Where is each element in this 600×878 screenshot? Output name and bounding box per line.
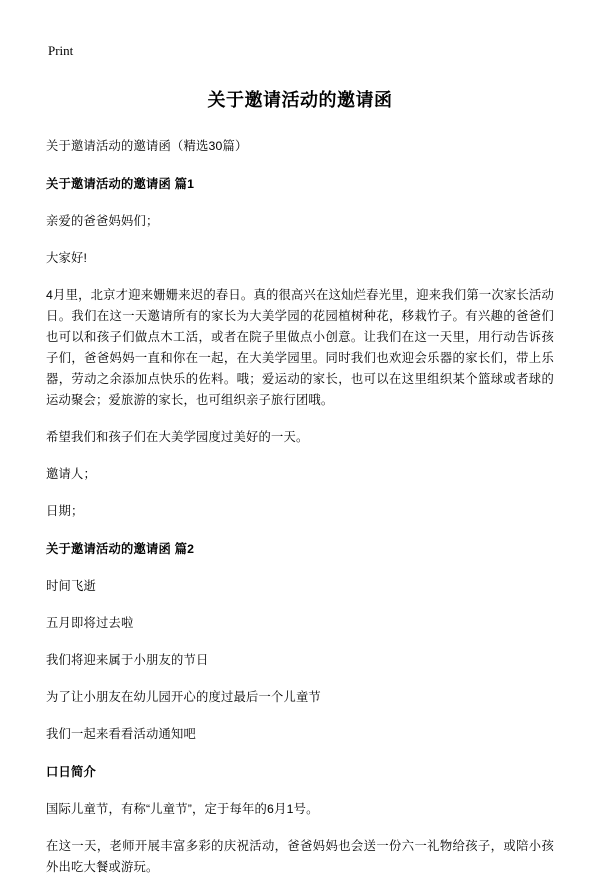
print-button[interactable]: Print: [48, 43, 74, 58]
page-title: 关于邀请活动的邀请函: [207, 90, 393, 110]
paragraph: 我们一起来看看活动通知吧: [46, 727, 196, 741]
paragraph: 在这一天，老师开展丰富多彩的庆祝活动，爸爸妈妈也会送一份六一礼物给孩子，或陪小孩外出吃大餐或游玩。: [46, 839, 554, 874]
section-heading: 关于邀请活动的邀请函 篇1: [46, 177, 195, 191]
paragraph: 日期；: [46, 504, 84, 518]
paragraph: 关于邀请活动的邀请函（精选30篇）: [46, 139, 248, 153]
paragraph: 五月即将过去啦: [46, 616, 134, 630]
section-heading: 关于邀请活动的邀请函 篇2: [46, 542, 195, 556]
paragraph: 邀请人；: [46, 467, 96, 481]
paragraph: 4月里，北京才迎来姗姗来迟的春日。真的很高兴在这灿烂春光里，迎来我们第一次家长活动日。我们在这一天邀请所有的家长为大美学园的花园植树种花，移栽竹子。有兴趣的爸爸们也可以和孩子们做点木工活，或者在院子里做点小创意。让我们在这一天里，用行动告诉孩子们，爸爸妈妈一直和你在一起，在大美学园里。同时我们也欢迎会乐器的家长们，带上乐器，劳动之余添加点快乐的佐料。哦；爱运动的家长，也可以在这里组织某个篮球或者球的运动聚会；爱旅游的家长，也可组织亲子旅行团哦。: [46, 288, 554, 407]
paragraph: 国际儿童节，有称“儿童节”，定于每年的6月1号。: [46, 802, 319, 816]
document-body: [46, 136, 554, 878]
paragraph: 我们将迎来属于小朋友的节日: [46, 653, 209, 667]
paragraph: 希望我们和孩子们在大美学园度过美好的一天。: [46, 430, 309, 444]
paragraph: 亲爱的爸爸妈妈们；: [46, 214, 159, 228]
paragraph: 大家好!: [46, 251, 88, 265]
paragraph: 为了让小朋友在幼儿园开心的度过最后一个儿童节: [46, 690, 321, 704]
section-heading: 口日简介: [46, 765, 96, 779]
paragraph: 时间飞逝: [46, 579, 96, 593]
